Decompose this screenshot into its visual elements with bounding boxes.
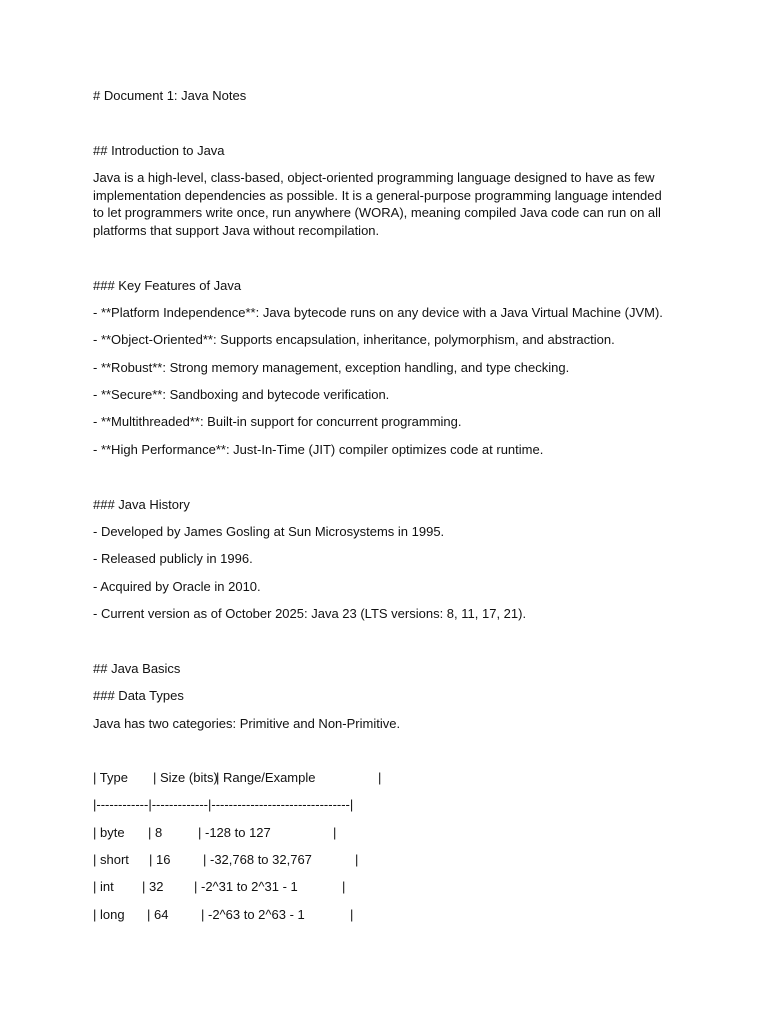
- table-cell: | 8: [148, 825, 163, 840]
- table-cell: | Range/Example: [216, 770, 316, 785]
- list-item: - Acquired by Oracle in 2010.: [93, 579, 261, 594]
- table-row: [93, 878, 346, 895]
- history-heading: ### Java History: [93, 497, 190, 512]
- data-types-text: Java has two categories: Primitive and Non-Primitive.: [93, 716, 401, 731]
- list-item: - **Robust**: Strong memory management, exception handling, and type checking.: [93, 360, 570, 375]
- basics-heading: ## Java Basics: [93, 661, 181, 676]
- table-row: [93, 824, 337, 841]
- intro-line: platforms that support Java without recompilation.: [93, 223, 380, 238]
- list-item: - Current version as of October 2025: Java 23 (LTS versions: 8, 11, 17, 21).: [93, 606, 527, 621]
- table-cell: | 64: [147, 907, 169, 922]
- list-item: - Released publicly in 1996.: [93, 551, 253, 566]
- list-item: - Developed by James Gosling at Sun Microsystems in 1995.: [93, 524, 445, 539]
- table-cell: | short: [93, 852, 129, 867]
- data-types-heading: ### Data Types: [93, 688, 184, 703]
- table-cell: |: [378, 770, 382, 785]
- list-item: - **High Performance**: Just-In-Time (JIT) compiler optimizes code at runtime.: [93, 442, 544, 457]
- table-cell: | byte: [93, 825, 125, 840]
- table-cell: | 16: [149, 852, 171, 867]
- table-cell: | Size (bits): [153, 770, 218, 785]
- intro-line: implementation dependencies as possible. It is a general-purpose programming language intended: [93, 188, 662, 203]
- table-cell: | 32: [142, 879, 164, 894]
- table-cell: | int: [93, 879, 114, 894]
- table-cell: | -2^31 to 2^31 - 1: [194, 879, 298, 894]
- table-cell: | Type: [93, 770, 128, 785]
- table-cell: |: [333, 825, 337, 840]
- table-cell: |: [342, 879, 346, 894]
- list-item: - **Object-Oriented**: Supports encapsulation, inheritance, polymorphism, and abstraction.: [93, 332, 615, 347]
- table-separator-row: [93, 796, 354, 813]
- list-item: - **Secure**: Sandboxing and bytecode verification.: [93, 387, 390, 402]
- table-cell: | -128 to 127: [198, 825, 271, 840]
- table-header-row: [93, 769, 382, 786]
- table-row: [93, 851, 359, 868]
- intro-line: Java is a high-level, class-based, object-oriented programming language designed to have as few: [93, 170, 655, 185]
- document-title: # Document 1: Java Notes: [93, 88, 247, 103]
- table-cell: |: [355, 852, 359, 867]
- features-heading: ### Key Features of Java: [93, 278, 242, 293]
- list-item: - **Platform Independence**: Java bytecode runs on any device with a Java Virtual Machine (JVM).: [93, 305, 663, 320]
- table-cell: | -2^63 to 2^63 - 1: [201, 907, 305, 922]
- table-separator: |------------|-------------|--------------------------------|: [93, 797, 354, 812]
- table-row: [93, 906, 354, 923]
- table-cell: | long: [93, 907, 125, 922]
- list-item: - **Multithreaded**: Built-in support for concurrent programming.: [93, 414, 462, 429]
- intro-heading: ## Introduction to Java: [93, 143, 225, 158]
- table-cell: |: [350, 907, 354, 922]
- table-cell: | -32,768 to 32,767: [203, 852, 312, 867]
- intro-line: to let programmers write once, run anywhere (WORA), meaning compiled Java code can run on all: [93, 205, 661, 220]
